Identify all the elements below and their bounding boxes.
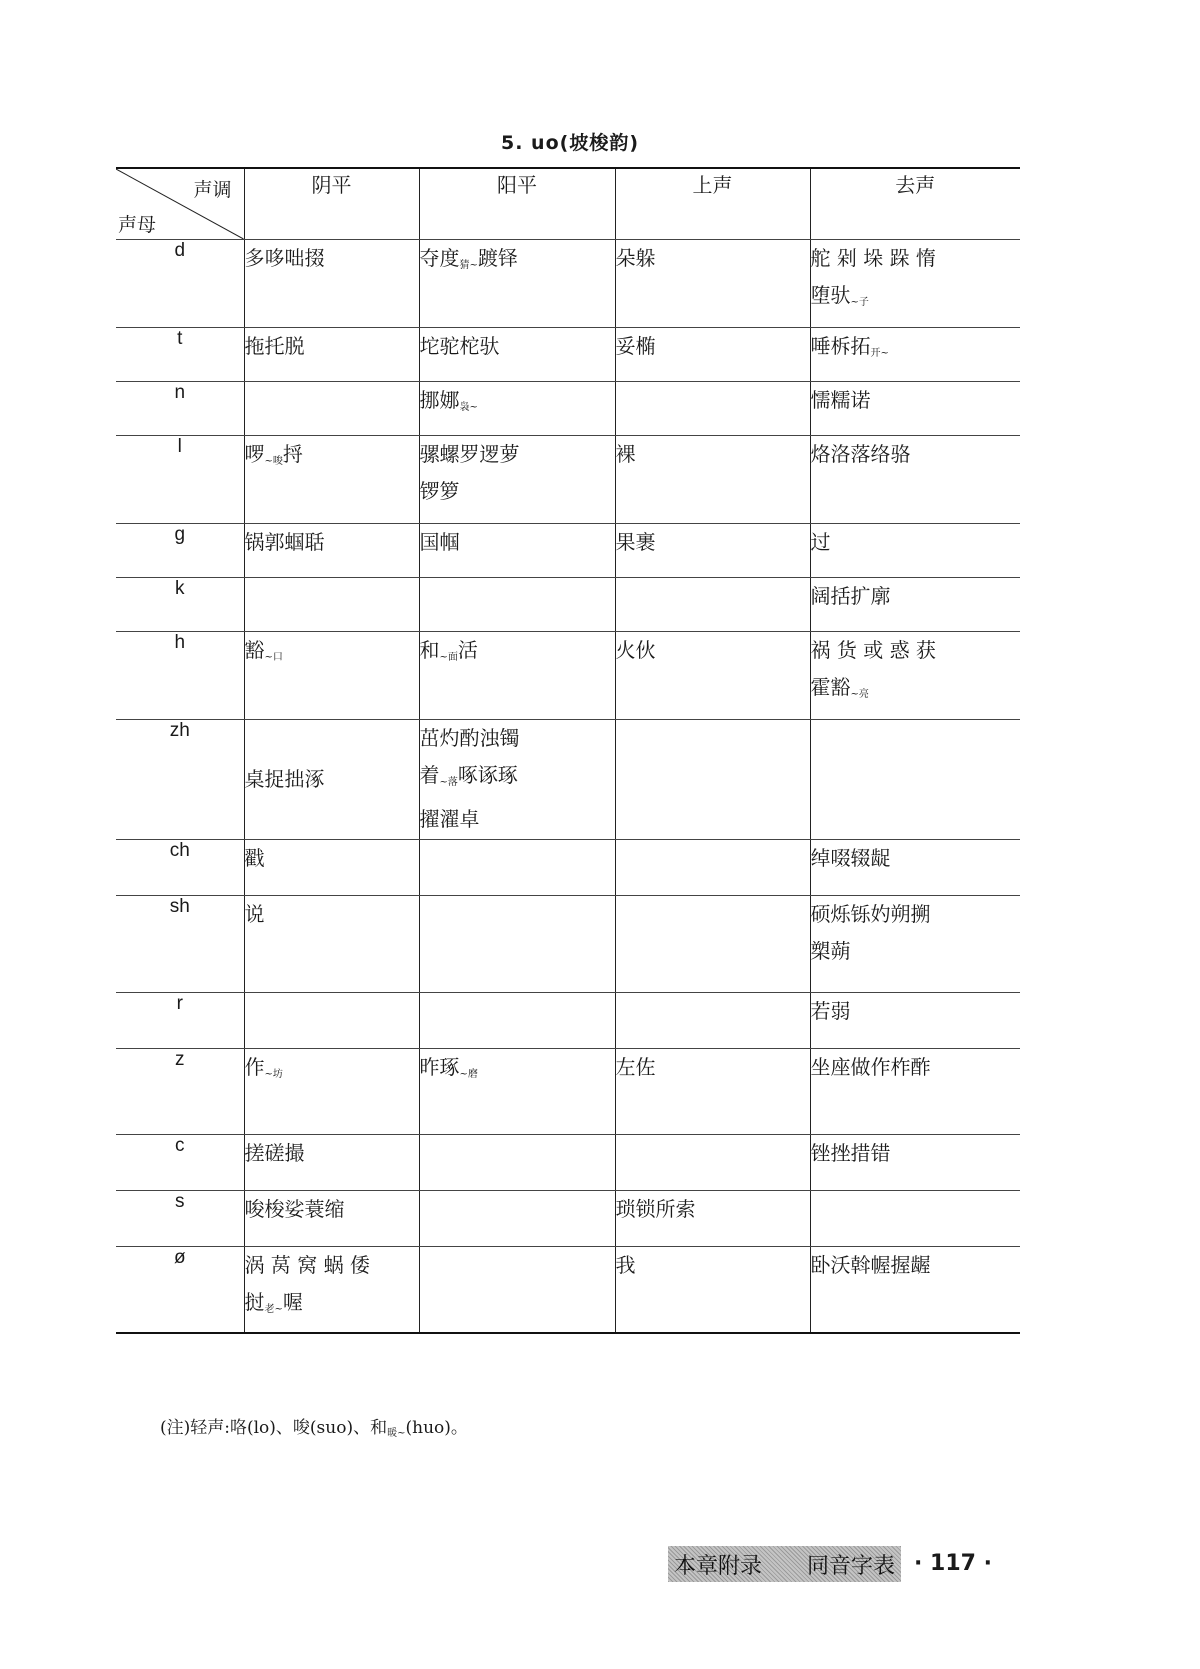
table-row [116,578,1020,632]
qusheng-cell [810,328,1020,382]
yangping-cell [419,1135,615,1191]
initial-cell: r [116,993,244,1049]
table-row [116,1135,1020,1191]
char-line [811,933,1021,970]
char-group-text: 锅郭蝈聒 [244,530,325,554]
yinping-cell [244,240,419,328]
char-group-text: 着 [419,763,440,787]
table-row [116,632,1020,720]
section-label: 同音字表 [806,1553,895,1579]
char-group-text: 国帼 [419,530,460,554]
char-group-text: 我 [615,1253,636,1277]
char-line [811,1247,1021,1284]
char-line [811,382,1021,419]
initial-cell: d [116,240,244,328]
table-row [116,1247,1020,1333]
char-line [245,840,419,877]
char-line [245,1135,419,1172]
qusheng-cell [810,436,1020,524]
header-row [116,168,1020,240]
initial-cell: z [116,1049,244,1135]
initial-cell: g [116,524,244,578]
char-group-text: 踱铎 [477,246,518,270]
char-group-text: 妥椭 [615,334,656,358]
char-group-text: 过 [810,530,831,554]
table-row [116,436,1020,524]
initial-cell: l [116,436,244,524]
yinping-cell [244,993,419,1049]
char-group-text: 舵 剁 垛 跺 惰 [810,246,936,270]
char-group-text: 裸 [615,442,636,466]
yinping-cell [244,436,419,524]
char-group-annotation: 老~ [264,1304,283,1315]
table-body [116,240,1020,1333]
char-group-text: 果裹 [615,530,656,554]
char-line [245,1247,419,1284]
qusheng-cell [810,1247,1020,1333]
char-group-text: 擢濯卓 [419,807,480,831]
char-line [245,1191,419,1228]
qusheng-cell [810,993,1020,1049]
char-group-text: 唾柝拓 [810,334,871,358]
yinping-cell [244,896,419,993]
yinping-cell [244,840,419,896]
qusheng-cell [810,240,1020,328]
char-line [245,1049,419,1093]
yangping-cell [419,240,615,328]
shangsheng-cell [615,632,810,720]
page-number: · 117 · [914,1551,992,1576]
char-group-text: 骡螺罗逻萝 [419,442,520,466]
char-group-text: 茁灼酌浊镯 [419,726,520,750]
initial-cell: n [116,382,244,436]
shangsheng-cell [615,524,810,578]
char-line [811,632,1021,669]
char-group-text: 唆梭娑蓑缩 [244,1197,345,1221]
char-line [811,840,1021,877]
char-group-text: 捋 [282,442,303,466]
char-line [245,896,419,933]
yangping-cell [419,720,615,840]
char-group-text: 桌捉拙涿 [244,767,325,791]
table-row [116,1049,1020,1135]
shangsheng-cell [615,1049,810,1135]
yinping-cell [244,632,419,720]
char-group-annotation: ~坊 [264,1069,283,1080]
initial-cell: ch [116,840,244,896]
initial-header-label: 声母 [118,214,157,236]
yangping-cell [419,1191,615,1247]
char-line [420,240,615,284]
initial-cell: t [116,328,244,382]
char-line [811,240,1021,277]
table-row [116,1191,1020,1247]
char-group-text: 喔 [282,1290,303,1314]
char-line [420,473,615,510]
char-line [616,328,810,365]
initial-cell: ø [116,1247,244,1333]
char-line [245,436,419,480]
note-annotation: 暖~ [387,1428,406,1439]
char-line [420,382,615,426]
char-group-text: 挪娜 [419,388,460,412]
yangping-cell [419,524,615,578]
shangsheng-cell [615,1247,810,1333]
char-line [616,1191,810,1228]
char-group-annotation: ~落 [439,777,458,788]
char-group-text: 绰啜辍龊 [810,846,891,870]
shangsheng-cell [615,1135,810,1191]
char-line [420,801,615,838]
initial-cell: s [116,1191,244,1247]
char-line [420,632,615,676]
char-group-text: 卧沃斡幄握龌 [810,1253,931,1277]
char-group-text: 朵躲 [615,246,656,270]
char-line [420,436,615,473]
note-text: (huo)。 [405,1418,468,1438]
char-line [811,669,1021,713]
char-line [616,240,810,277]
yangping-cell [419,840,615,896]
char-line [616,632,810,669]
initial-cell: k [116,578,244,632]
yangping-cell [419,328,615,382]
shangsheng-cell [615,578,810,632]
char-group-text: 说 [244,902,265,926]
char-line [420,328,615,365]
char-group-text: 阔括扩廓 [810,584,891,608]
char-group-text: 若弱 [810,999,851,1023]
char-group-annotation: ~磨 [459,1069,478,1080]
yangping-cell [419,993,615,1049]
yangping-cell [419,382,615,436]
char-group-text: 琐锁所索 [615,1197,696,1221]
char-line [245,524,419,561]
char-group-text: 拖托脱 [244,334,305,358]
yinping-cell [244,578,419,632]
char-group-text: 涡 莴 窝 蜗 倭 [244,1253,370,1277]
qusheng-cell [810,632,1020,720]
yangping-cell [419,896,615,993]
char-line [245,1284,419,1328]
qusheng-cell [810,840,1020,896]
yangping-cell [419,632,615,720]
char-group-text: 堕驮 [810,283,851,307]
column-header-qusheng: 去声 [810,168,1020,240]
qusheng-cell [810,578,1020,632]
column-header-yangping: 阳平 [419,168,615,240]
shangsheng-cell [615,840,810,896]
initial-cell: c [116,1135,244,1191]
char-group-text: 火伙 [615,638,656,662]
qusheng-cell [810,1191,1020,1247]
char-group-text: 烙洛落络骆 [810,442,911,466]
char-line [811,1135,1021,1172]
yinping-cell [244,1135,419,1191]
yinping-cell [244,382,419,436]
running-footer [668,1546,901,1582]
shangsheng-cell [615,436,810,524]
qusheng-cell [810,896,1020,993]
char-group-text: 懦糯诺 [810,388,871,412]
char-group-annotation: 开~ [870,348,889,359]
char-line [245,240,419,277]
char-line [616,1247,810,1284]
char-line [616,524,810,561]
char-line [811,896,1021,933]
char-group-annotation: ~子 [850,297,869,308]
shangsheng-cell [615,240,810,328]
char-group-text: 锉挫措错 [810,1141,891,1165]
shangsheng-cell [615,328,810,382]
char-group-annotation: ~唆 [264,456,283,467]
shangsheng-cell [615,993,810,1049]
shangsheng-cell [615,896,810,993]
qusheng-cell [810,1049,1020,1135]
column-header-yinping: 阴平 [244,168,419,240]
yangping-cell [419,436,615,524]
char-group-text: 硕烁铄妁朔搠 [810,902,931,926]
yangping-cell [419,578,615,632]
char-group-text: 豁 [244,638,265,662]
table-row [116,896,1020,993]
yinping-cell [244,1049,419,1135]
char-line [616,436,810,473]
tone-header-label: 声调 [193,179,232,201]
qusheng-cell [810,382,1020,436]
qusheng-cell [810,1135,1020,1191]
yinping-cell [244,1247,419,1333]
char-group-text: 戳 [244,846,265,870]
initial-cell: zh [116,720,244,840]
table-title: 5. uo(坡梭韵) [501,132,639,154]
char-line [420,720,615,757]
char-line [811,578,1021,615]
table-row [116,328,1020,382]
char-group-text: 槊蒴 [810,939,851,963]
yinping-cell [244,1191,419,1247]
char-line [811,993,1021,1030]
column-header-shangsheng: 上声 [615,168,810,240]
char-line [420,524,615,561]
char-line [420,757,615,801]
table-row [116,993,1020,1049]
char-line [245,328,419,365]
char-group-text: 坨驼柁驮 [419,334,500,358]
char-line [811,524,1021,561]
char-group-text: 昨琢 [419,1055,460,1079]
yangping-cell [419,1049,615,1135]
char-group-annotation: ~亮 [850,689,869,700]
char-line [245,761,419,798]
char-group-text: 夺度 [419,246,460,270]
char-group-text: 霍豁 [810,675,851,699]
yinping-cell [244,328,419,382]
char-group-text: 祸 货 或 惑 获 [810,638,936,662]
corner-header [116,168,244,240]
char-group-text: 作 [244,1055,265,1079]
char-line [245,632,419,676]
char-group-text: 活 [457,638,478,662]
char-group-text: 和 [419,638,440,662]
char-line [420,1049,615,1093]
shangsheng-cell [615,1191,810,1247]
initial-cell: sh [116,896,244,993]
table-row [116,240,1020,328]
note-text: (注)轻声:咯(lo)、唆(suo)、和 [160,1418,388,1438]
char-group-text: 锣箩 [419,479,460,503]
homophone-table [116,167,1020,1334]
yinping-cell [244,720,419,840]
char-group-text: 啄诼琢 [457,763,518,787]
yinping-cell [244,524,419,578]
shangsheng-cell [615,382,810,436]
yangping-cell [419,1247,615,1333]
char-group-annotation: ~口 [264,652,283,663]
qusheng-cell [810,720,1020,840]
char-line [811,277,1021,321]
table-row [116,524,1020,578]
char-group-annotation: ~面 [439,652,458,663]
char-group-text: 啰 [244,442,265,466]
char-group-annotation: 猜~ [459,260,478,271]
char-group-text: 多哆咄掇 [244,246,325,270]
qusheng-cell [810,524,1020,578]
char-group-annotation: 袅~ [459,402,478,413]
chapter-label: 本章附录 [674,1553,763,1579]
char-line [811,436,1021,473]
table-row [116,840,1020,896]
char-line [811,1049,1021,1086]
char-line [616,1049,810,1086]
table-row [116,382,1020,436]
initial-cell: h [116,632,244,720]
footnote [160,1413,468,1439]
table-row [116,720,1020,840]
char-group-text: 搓磋撮 [244,1141,305,1165]
shangsheng-cell [615,720,810,840]
char-group-text: 左佐 [615,1055,656,1079]
char-group-text: 挝 [244,1290,265,1314]
char-group-text: 坐座做作柞酢 [810,1055,931,1079]
char-line [811,328,1021,372]
